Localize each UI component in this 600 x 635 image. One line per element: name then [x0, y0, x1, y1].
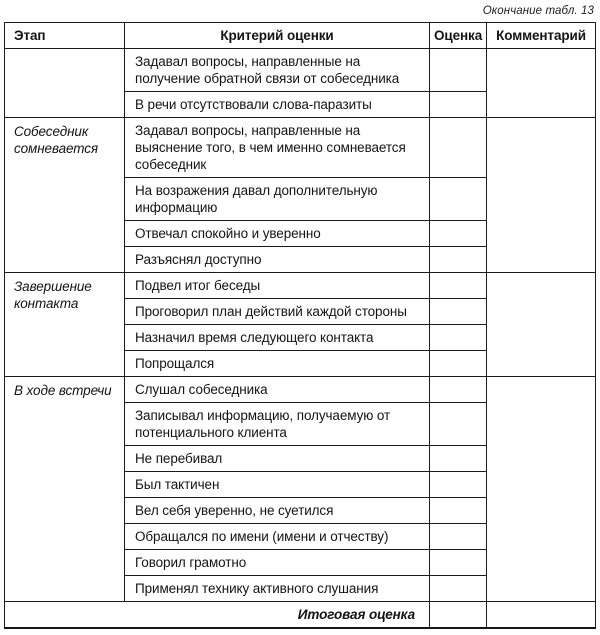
- score-cell: [430, 403, 487, 446]
- criterion-cell: На возражения давал дополнительную информацию: [125, 178, 430, 221]
- footer-score-cell: [430, 602, 487, 629]
- criterion-cell: Проговорил план действий каждой стороны: [125, 299, 430, 325]
- criterion-cell: Разъяснял доступно: [125, 247, 430, 273]
- header-comment: Комментарий: [487, 23, 596, 49]
- criterion-cell: Задавал вопросы, направленные на получение обратной связи от собеседника: [125, 49, 430, 92]
- score-cell: [430, 351, 487, 377]
- score-cell: [430, 49, 487, 92]
- criterion-cell: В речи отсутствовали слова-паразиты: [125, 92, 430, 118]
- header-row: [5, 23, 596, 49]
- score-cell: [430, 472, 487, 498]
- table-row: [5, 49, 596, 92]
- header-stage: Этап: [5, 23, 125, 49]
- score-cell: [430, 576, 487, 602]
- score-cell: [430, 325, 487, 351]
- score-cell: [430, 446, 487, 472]
- comment-cell: [487, 118, 596, 273]
- table-header: [5, 23, 596, 49]
- comment-cell: [487, 377, 596, 602]
- score-cell: [430, 299, 487, 325]
- total-score-label: Итоговая оценка: [5, 602, 430, 629]
- evaluation-table: [4, 22, 596, 629]
- table-footer: [5, 602, 596, 629]
- criterion-cell: Попрощался: [125, 351, 430, 377]
- criterion-cell: Задавал вопросы, направленные на выяснение того, в чем именно сомневается собеседник: [125, 118, 430, 178]
- table-row: [5, 118, 596, 178]
- score-cell: [430, 118, 487, 178]
- header-score: Оценка: [430, 23, 487, 49]
- criterion-cell: Назначил время следующего контакта: [125, 325, 430, 351]
- table-row: [5, 377, 596, 403]
- score-cell: [430, 273, 487, 299]
- score-cell: [430, 550, 487, 576]
- stage-cell: В ходе встречи: [5, 377, 125, 602]
- score-cell: [430, 247, 487, 273]
- criterion-cell: Не перебивал: [125, 446, 430, 472]
- criterion-cell: Говорил грамотно: [125, 550, 430, 576]
- comment-cell: [487, 49, 596, 118]
- criterion-cell: Применял технику активного слушания: [125, 576, 430, 602]
- stage-cell: Собеседник сомневается: [5, 118, 125, 273]
- stage-cell: Завершение контакта: [5, 273, 125, 377]
- score-cell: [430, 524, 487, 550]
- score-cell: [430, 221, 487, 247]
- footer-row: [5, 602, 596, 629]
- criterion-cell: Вел себя уверенно, не суетился: [125, 498, 430, 524]
- score-cell: [430, 498, 487, 524]
- criterion-cell: Был тактичен: [125, 472, 430, 498]
- table-body: [5, 49, 596, 602]
- criterion-cell: Обращался по имени (имени и отчеству): [125, 524, 430, 550]
- score-cell: [430, 92, 487, 118]
- table-continuation-caption: Окончание табл. 13: [482, 5, 594, 17]
- criterion-cell: Записывал информацию, получаемую от потенциального клиента: [125, 403, 430, 446]
- table-row: [5, 273, 596, 299]
- stage-cell: [5, 49, 125, 118]
- criterion-cell: Слушал собеседника: [125, 377, 430, 403]
- footer-comment-cell: [487, 602, 596, 629]
- criterion-cell: Отвечал спокойно и уверенно: [125, 221, 430, 247]
- comment-cell: [487, 273, 596, 377]
- header-criterion: Критерий оценки: [125, 23, 430, 49]
- criterion-cell: Подвел итог беседы: [125, 273, 430, 299]
- score-cell: [430, 377, 487, 403]
- score-cell: [430, 178, 487, 221]
